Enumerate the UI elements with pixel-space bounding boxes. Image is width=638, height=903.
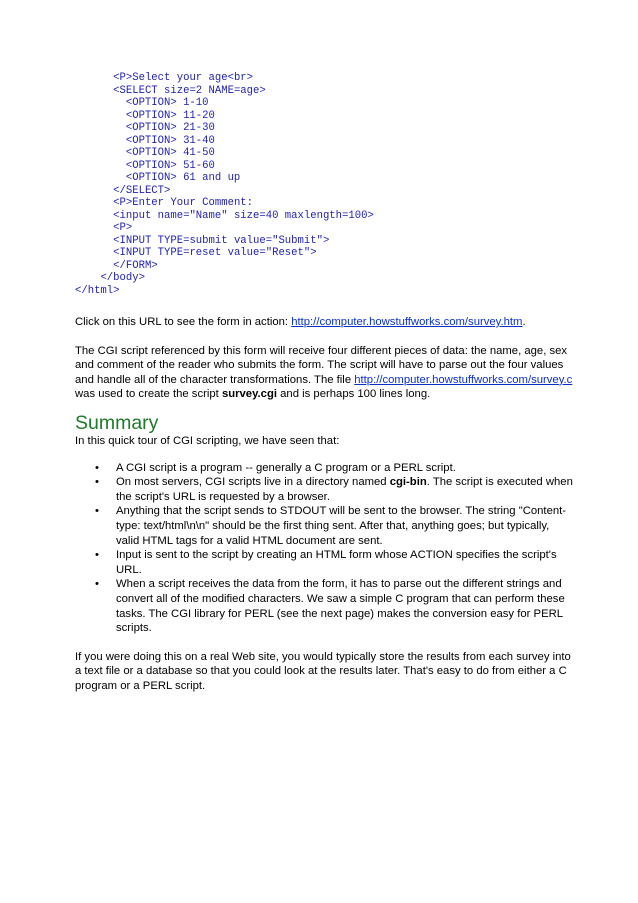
summary-intro: In this quick tour of CGI scripting, we have seen that: xyxy=(75,434,340,447)
code-line: <input name="Name" size=40 maxlength=100> xyxy=(113,209,374,222)
bullet-icon: • xyxy=(95,461,99,474)
code-line: <P> xyxy=(113,222,133,234)
closing-paragraph: If you were doing this on a real Web site, you would typically store the results from each survey into a text file or a database so that you could look at the results later. That's easy to do from either a C program or a PERL script. xyxy=(75,650,571,692)
bullet-icon: • xyxy=(95,505,99,518)
survey-htm-link[interactable]: http://computer.howstuffworks.com/survey.htm xyxy=(291,316,523,328)
list-item: • Input is sent to the script by creating an HTML form whose ACTION specifies the script's URL. xyxy=(95,549,557,576)
code-line: <INPUT TYPE=reset value="Reset"> xyxy=(113,247,317,259)
bullet-icon: • xyxy=(95,549,99,562)
code-line: <OPTION> 21-30 xyxy=(125,122,215,134)
list-item: • Anything that the script sends to STDOUT will be sent to the browser. The string "Content-type: text/html\n\n" should be the first thing sent. After that, anything goes; but typically, valid HTML tags for a valid HTML document are sent. xyxy=(95,505,567,547)
url-paragraph: Click on this URL to see the form in action: http://computer.howstuffworks.com/survey.htm. xyxy=(75,316,526,328)
summary-list xyxy=(75,461,575,636)
code-line: </html> xyxy=(75,284,120,297)
code-line: <OPTION> 41-50 xyxy=(125,147,215,159)
list-item: • When a script receives the data from the form, it has to parse out the different strings and convert all of the modified characters. We saw a simple C program that can perform these tasks. The CGI library for PERL (see the next page) makes the conversion easy for PERL scripts. xyxy=(95,578,565,635)
code-line: <OPTION> 1-10 xyxy=(125,97,209,109)
code-line: <OPTION> 31-40 xyxy=(125,134,215,147)
list-item: • On most servers, CGI scripts live in a directory named cgi-bin. The script is executed when the script's URL is requested by a browser. xyxy=(95,476,573,503)
code-line: <SELECT size=2 NAME=age> xyxy=(113,84,266,97)
code-listing xyxy=(75,72,575,297)
code-line: </body> xyxy=(100,272,145,284)
cgi-script-paragraph: The CGI script referenced by this form will receive four different pieces of data: the name, age, sex and comment of the reader who submits the form. The script will have to parse out the four values and handle all of the character transformations. The file http://computer.howstuffworks.com/survey.c was used to create the script survey.cgi and is perhaps 100 lines long. xyxy=(75,344,573,401)
code-line: <P>Enter Your Comment: xyxy=(113,197,254,209)
bullet-icon: • xyxy=(95,476,99,489)
code-line: <OPTION> 61 and up xyxy=(125,172,241,184)
survey-c-link[interactable]: http://computer.howstuffworks.com/survey.c xyxy=(354,373,573,386)
list-item: • A CGI script is a program -- generally a C program or a PERL script. xyxy=(95,461,456,474)
bullet-icon: • xyxy=(95,578,99,591)
cgi-bin-bold: cgi-bin xyxy=(389,476,427,489)
code-line: <OPTION> 11-20 xyxy=(125,109,215,122)
survey-cgi-bold: survey.cgi xyxy=(221,388,277,401)
code-line: <P>Select your age<br> xyxy=(113,72,254,84)
document-page xyxy=(75,72,575,693)
code-line: <OPTION> 51-60 xyxy=(125,159,215,172)
code-line: </SELECT> xyxy=(113,184,171,197)
code-line: </FORM> xyxy=(113,259,158,272)
summary-heading: Summary xyxy=(75,411,159,434)
code-line: <INPUT TYPE=submit value="Submit"> xyxy=(113,234,330,247)
